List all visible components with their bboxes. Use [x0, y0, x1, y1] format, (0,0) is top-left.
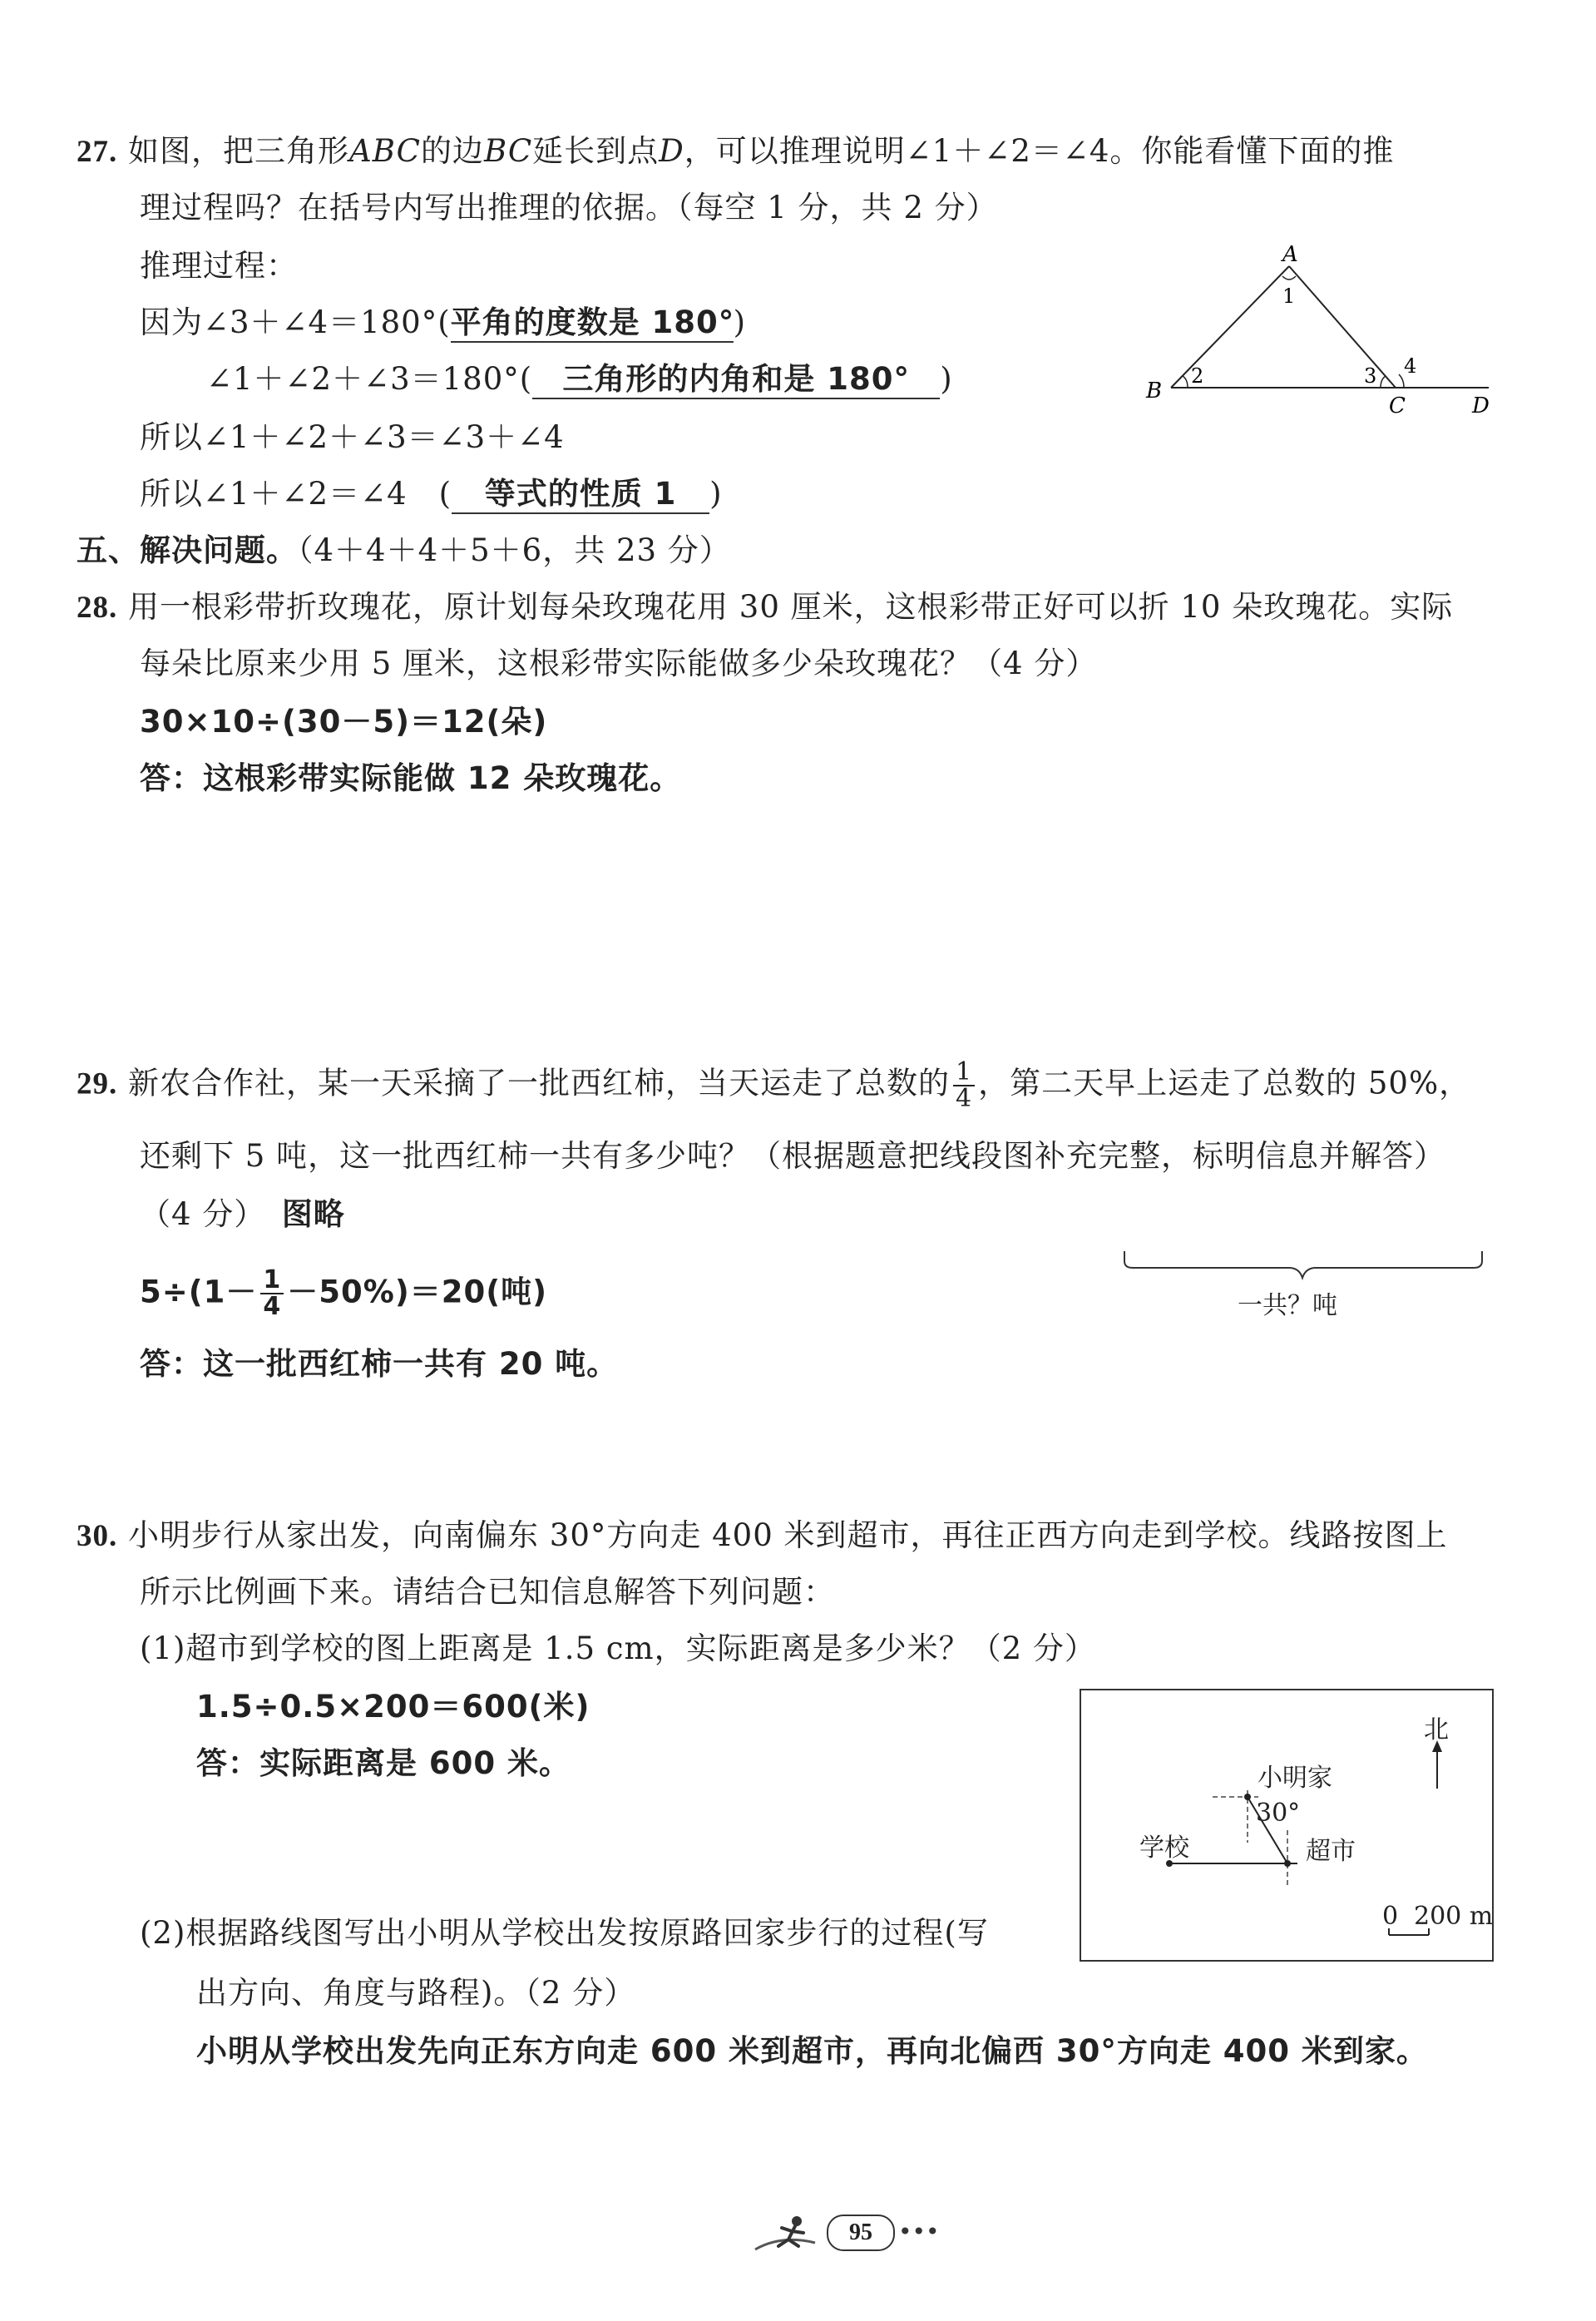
total-brace: [1124, 1251, 1482, 1278]
q29-score: （4 分）: [140, 1196, 250, 1232]
q27-line5-pre: ∠1＋∠2＋∠3＝180°(: [206, 361, 533, 397]
q30-part2-answer: 小明从学校出发先向正东方向走 600 米到超市，再向北偏西 30°方向走 400 米到家。: [196, 2033, 1428, 2069]
q27-line4-post: ): [733, 304, 747, 340]
q27-line7-post: ): [709, 476, 723, 512]
label-d: D: [1472, 393, 1490, 418]
q29-calc-a: 5÷(1－: [140, 1274, 258, 1310]
q29-line2: 还剩下 5 吨，这一批西红柿一共有多少吨？（根据题意把线段图补充完整，标明信息并解答）: [140, 1138, 1446, 1174]
arc-2: [1183, 376, 1188, 388]
q27-text-b: 的边: [420, 133, 484, 169]
q27-abc: ABC: [349, 133, 421, 169]
label-c: C: [1389, 393, 1406, 418]
triangle-figure: [1139, 241, 1497, 424]
q27-text-d: ，可以推理说明∠1＋∠2＝∠4。你能看懂下面的推: [684, 133, 1395, 169]
q30-part1-calc: 1.5÷0.5×200＝600(米): [196, 1689, 590, 1725]
q27-line5: [206, 359, 953, 399]
arc-3: [1381, 376, 1386, 388]
map-market-label: 超市: [1306, 1837, 1356, 1866]
map-school-label: 学校: [1139, 1834, 1189, 1863]
q29-line1: [77, 1057, 1471, 1113]
q29-calc-num: 1: [260, 1268, 284, 1294]
line-ab: [1171, 266, 1289, 388]
q29-line3: [140, 1195, 345, 1235]
q29-calc-den: 4: [263, 1292, 282, 1321]
angle-label-1: 1: [1282, 285, 1296, 308]
q27-line6: 所以∠1＋∠2＋∠3＝∠3＋∠4: [140, 419, 565, 455]
q27-text-a: 如图，把三角形: [128, 133, 350, 169]
map-scale-length: 200 m: [1414, 1902, 1494, 1931]
page-number: 95: [849, 2220, 872, 2245]
q27-d: D: [659, 133, 684, 169]
q29-line1-a: 新农合作社，某一天采摘了一批西红柿，当天运走了总数的: [128, 1065, 951, 1101]
footer-dots: •••: [898, 2218, 940, 2245]
angle-label-2: 2: [1191, 364, 1204, 388]
section5-heading: [77, 531, 731, 571]
q30-line1: [77, 1516, 1448, 1556]
q28-line1: [77, 587, 1453, 628]
q30-line1-text: 小明步行从家出发，向南偏东 30°方向走 400 米到超市，再往正西方向走到学校。线路按图上: [128, 1517, 1448, 1553]
q30-part2-line1: (2)根据路线图写出小明从学校出发按原路回家步行的过程(写: [140, 1915, 989, 1951]
q29-calc: [140, 1265, 548, 1321]
q27-line4-pre: 因为∠3＋∠4＝180°(: [140, 304, 451, 340]
q27-blank-3: 等式的性质 1: [452, 476, 709, 514]
q28-number: 28.: [77, 591, 118, 625]
section5-score: （4＋4＋4＋5＋6，共 23 分）: [298, 532, 731, 568]
map-home-label: 小明家: [1258, 1764, 1332, 1793]
q27-blank-2: 三角形的内角和是 180°: [532, 361, 940, 399]
q29-calc-b: －50%)＝20(吨): [287, 1274, 548, 1310]
q28-calc: 30×10÷(30－5)＝12(朵): [140, 704, 548, 740]
q27-blank-1: 平角的度数是 180°: [451, 304, 734, 343]
q29-note: 图略: [281, 1196, 345, 1232]
q29-calc-fraction: [260, 1265, 284, 1321]
q27-bc: BC: [483, 133, 533, 169]
home-point: [1244, 1794, 1251, 1800]
q27-line1: [77, 131, 1394, 172]
q30-number: 30.: [77, 1519, 118, 1553]
q29-frac-den: 4: [956, 1084, 973, 1113]
q29-line1-b: ，第二天早上运走了总数的 50%，: [978, 1065, 1471, 1101]
map-north-label: 北: [1424, 1715, 1449, 1744]
q27-line2: 理过程吗？在括号内写出推理的依据。（每空 1 分，共 2 分）: [140, 190, 998, 225]
q30-part2-line2: 出方向、角度与路程)。（2 分）: [196, 1975, 636, 2011]
q27-line5-post: ): [940, 361, 953, 397]
line-ac: [1289, 266, 1396, 388]
q29-number: 29.: [77, 1066, 118, 1101]
arc-1: [1282, 276, 1296, 280]
q29-frac-num: 1: [953, 1060, 975, 1086]
angle-label-3: 3: [1364, 364, 1377, 388]
map-scale-zero: 0: [1382, 1902, 1399, 1931]
footer-runner-icon: [749, 2210, 823, 2259]
diagram-total-label: 一共？吨: [1238, 1291, 1337, 1320]
q27-number: 27.: [77, 135, 118, 169]
q29-answer: 答：这一批西红柿一共有 20 吨。: [140, 1346, 619, 1382]
q30-part1-answer: 答：实际距离是 600 米。: [196, 1745, 571, 1781]
q30-part1: (1)超市到学校的图上距离是 1.5 cm，实际距离是多少米？（2 分）: [140, 1631, 1096, 1666]
section5-title: 五、解决问题。: [77, 532, 298, 568]
map-angle-label: 30°: [1256, 1799, 1301, 1828]
angle-label-4: 4: [1404, 354, 1417, 378]
q28-answer: 答：这根彩带实际能做 12 朵玫瑰花。: [140, 760, 682, 796]
q27-line4: [140, 303, 746, 343]
q29-fraction: [953, 1057, 975, 1113]
q28-line2: 每朵比原来少用 5 厘米，这根彩带实际能做多少朵玫瑰花？（4 分）: [140, 646, 1098, 681]
q27-line7-pre: 所以∠1＋∠2＝∠4 (: [140, 476, 452, 512]
q30-line2: 所示比例画下来。请结合已知信息解答下列问题：: [140, 1574, 835, 1610]
q27-text-c: 延长到点: [532, 133, 660, 169]
q28-line1-text: 用一根彩带折玫瑰花，原计划每朵玫瑰花用 30 厘米，这根彩带正好可以折 10 朵玫瑰花。实际: [128, 589, 1454, 625]
q27-line3: 推理过程：: [140, 248, 298, 284]
label-a: A: [1282, 242, 1298, 267]
q27-line7: [140, 474, 723, 514]
market-point: [1284, 1860, 1291, 1867]
page-number-badge: [827, 2215, 895, 2251]
label-b: B: [1146, 379, 1163, 403]
